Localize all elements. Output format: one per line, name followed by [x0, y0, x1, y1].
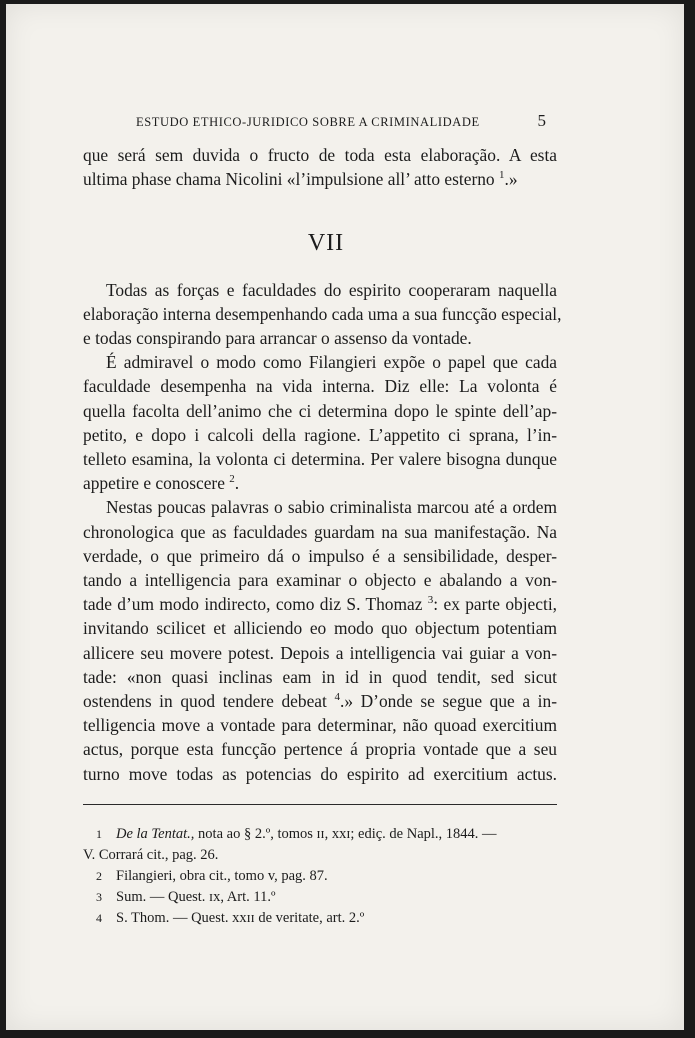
text-line: faculdade desempenha na vida interna. Diz elle: La volonta é — [83, 376, 557, 397]
page-number: 5 — [537, 111, 546, 130]
text-line: allicere seu movere potest. Depois a intelligencia vai guiar a von- — [83, 642, 557, 663]
text-line: que será sem duvida o fructo de toda esta elaboração. A esta — [83, 145, 557, 165]
body-text — [83, 143, 562, 786]
text-line: chronologica que as faculdades guardam na sua manifestação. Na — [83, 521, 557, 542]
footnote: V. Corrará cit., pag. 26. — [83, 847, 219, 863]
text-line: elaboração interna desempenhando cada uma a sua funcção especial, — [83, 303, 562, 324]
text-line: turno move todas as potencias do espirito ad exercitium actus. — [83, 763, 557, 784]
section-heading: VII — [307, 230, 345, 257]
text-line: verdade, o que primeiro dá o impulso é a sensibilidade, desper- — [83, 545, 557, 566]
book-page — [6, 4, 684, 1030]
text-line: Todas as forças e faculdades do espirito cooperaram naquella — [106, 279, 557, 300]
text-line: ultima phase chama Nicolini «l’impulsione all’ atto esterno $^1$.» — [83, 169, 518, 190]
footnotes — [83, 824, 557, 929]
text-line: quella facolta dell’animo che ci determina dopo le spinte dell’ap- — [83, 400, 557, 421]
text-line: invitando scilicet et alliciendo eo modo quo objectum potentiam — [83, 618, 557, 639]
footnote-ref: 1 — [499, 169, 505, 182]
text-line: petito, e dopo i calcoli della ragione. L’appetito ci sprana, l’in- — [83, 424, 557, 445]
text-line: tade d’um modo indirecto, como diz S. Thomaz $^3$: ex parte objecti, — [83, 594, 558, 615]
text-line: e todas conspirando para arrancar o assenso da vontade. — [83, 328, 472, 349]
footnote: 3 Sum. — Quest. ɪx, Art. 11.º — [96, 889, 276, 905]
text-line: É admiravel o modo como Filangieri expõe o papel que cada — [106, 352, 557, 373]
footnote-ref: 4 — [334, 691, 340, 704]
text-line: Nestas poucas palavras o sabio criminalista marcou até a ordem — [106, 497, 557, 518]
running-head-title: ESTUDO ETHICO-JURIDICO SOBRE A CRIMINALIDADE — [136, 115, 480, 129]
footnote-rule — [83, 804, 557, 805]
running-head — [136, 111, 546, 131]
text-line: telligencia move a vontade para determinar, não quoad exercitium — [83, 715, 557, 736]
text-line: telleto esamina, la volonta ci determina. Per valere bisogna dunque — [83, 449, 557, 470]
text-line: actus, porque esta funcção pertence á propria vontade que a seu — [83, 739, 557, 760]
footnote-ref: 2 — [229, 473, 235, 486]
footnote: 1 De la Tentat., nota ao § 2.º, tomos ɪɪ, xxɪ; ediç. de Napl., 1844. — — [96, 826, 497, 842]
text-line: ostendens in quod tendere debeat $^4$.» D’onde se segue que a in- — [83, 691, 557, 712]
footnote: 2 Filangieri, obra cit., tomo v, pag. 87. — [96, 868, 328, 884]
footnote-ref: 3 — [427, 594, 434, 607]
footnote: 4 S. Thom. — Quest. xxɪɪ de veritate, art. 2.º — [96, 910, 365, 926]
text-line: appetire e conoscere $^2$. — [83, 473, 240, 494]
text-line: tade: «non quasi inclinas eam in id in quod tendit, sed sicut — [83, 666, 557, 687]
text-line: tando a intelligencia para examinar o objecto e abalando a von- — [83, 570, 557, 591]
